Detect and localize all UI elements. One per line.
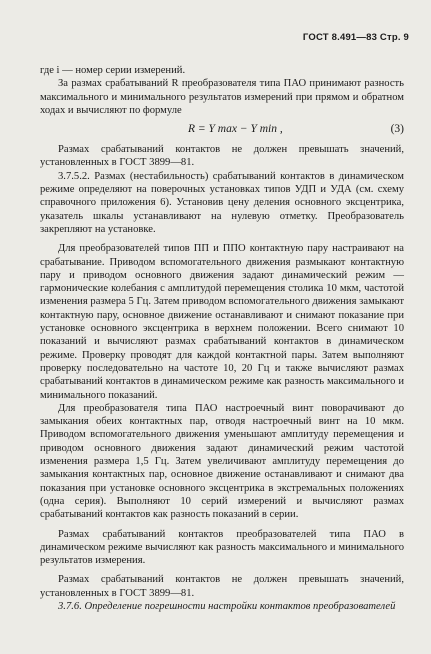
paragraph-range-definition: За размах срабатываний R преобразователя типа ПАО принимают разность максимального и минимального результатов измерений при прямом и обратном ходах и вычисляют по формуле — [40, 78, 404, 116]
paragraph-limit-repeat: Размах срабатываний контактов не должен превышать значений, установленных в ГОСТ 3899—81. — [40, 574, 404, 599]
section-heading-3-7-6: 3.7.6. Определение погрешности настройки контактов преобразователей — [58, 600, 396, 612]
formula-expression: R = Y max − Y min , — [188, 123, 283, 136]
formula-number: (3) — [390, 123, 404, 136]
page-header: ГОСТ 8.491—83 Стр. 9 — [302, 32, 409, 43]
paragraph-pao: Для преобразователя типа ПАО настроечный винт поворачивают до замыкания обеих контактных пар, отводя настроечный винт на 10 мкм. Приводом вспомогательного движения уменьшают амплитуду перемещения и приводом основного движения задают динамический режим частотой изменения размера 1,5 Гц. Затем увеличивают амплитуду перемещения до замыкания контактных пар, основное движение останавливают и снимают два показания при установке основного эксцентрика в экстремальных положениях (одна серия). Выполняют 10 серий измерений и вычисляют размах срабатываний контактов как разность показаний в серии. — [40, 402, 404, 521]
paragraph-pp-ppo: Для преобразователей типов ПП и ППО контактную пару настраивают на срабатывание. Приводом вспомогательного движения размыкают контактную пару и приводом основного движения задают динамический режим — гармонические колебания с амплитудой перемещения столика 10 мкм, частотой изменения размера 5 Гц. Затем приводом вспомогательного движения замыкают контактную пару, основное движение останавливают и снимают показание при установке основного эксцентрика в верхнем положении. Всего снимают 10 показаний и вычисляют размах срабатываний контактов в динамическом режиме. Проверку проводят для каждой контактной пары. Затем выполняют проверку последовательно на частоте 10, 20 Гц и также вычисляют размах срабатываний контактов в динамическом режиме как разность максимального и минимального показаний. — [40, 243, 404, 401]
paragraph-3-7-5-2: 3.7.5.2. Размах (нестабильность) срабатываний контактов в динамическом режиме определяют на поверочных установках типов УДП и УДА (см. схему справочного приложения 6). Установив цену деления основного эксцентрика, указатель шкалы устанавливают на нулевую отметку. Преобразователь закрепляют на установке. — [40, 170, 404, 235]
formula-3 — [40, 119, 404, 141]
body-text — [40, 64, 404, 613]
paragraph-series-note: где i — номер серии измерений. — [40, 65, 186, 76]
paragraph-range-limit: Размах срабатываний контактов не должен превышать значений, установленных в ГОСТ 3899—81. — [40, 144, 404, 169]
paragraph-pao-dynamic: Размах срабатываний контактов преобразователей типа ПАО в динамическом режиме вычисляют как разность максимального и минимального результатов измерения. — [40, 528, 404, 567]
